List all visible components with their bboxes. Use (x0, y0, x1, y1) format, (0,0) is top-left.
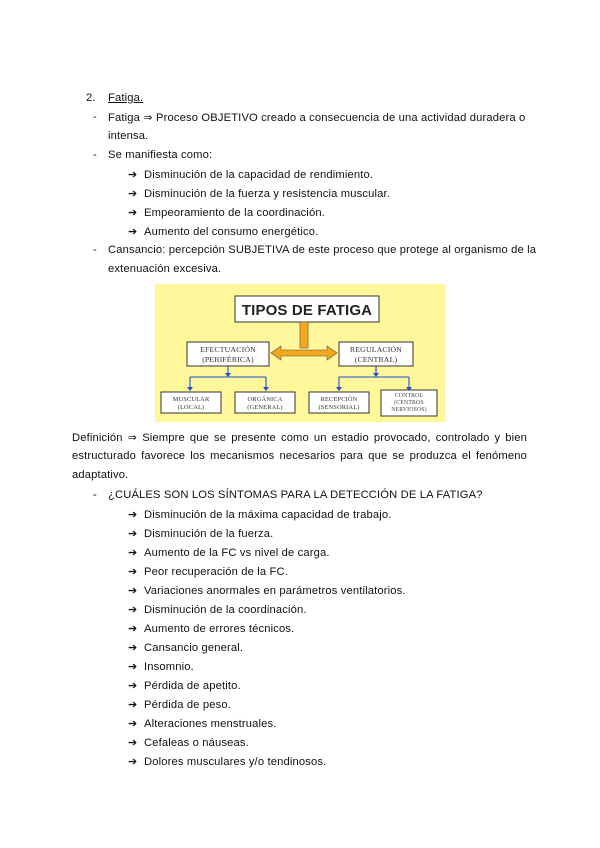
bullet-cansancio-line1: Cansancio: percepción SUBJETIVA de este proceso que protege al organismo de la (108, 244, 537, 256)
list-item: ➔ Empeoramiento de la coordinación. (128, 207, 325, 219)
section-title: Fatiga. (108, 92, 144, 104)
arrow-right-icon: ➔ (128, 207, 138, 219)
leaf-recepcion-l2: (SENSORIAL) (318, 404, 360, 411)
arrow-right-icon: ➔ (128, 169, 138, 181)
leaf-control-l2: (CENTROS (394, 400, 424, 406)
box-regulacion-l1: REGULACIÓN (349, 345, 403, 354)
list-item: ➔ Peor recuperación de la FC. (128, 566, 288, 578)
list-item: ➔ Cefaleas o náuseas. (128, 737, 249, 749)
leaf-organica-l2: (GENERAL) (247, 404, 283, 411)
leaf-control-l1: CONTROL (394, 393, 424, 399)
leaf-muscular-l2: (LOCAL) (177, 404, 205, 411)
leaf-control-l3: NERVIOSOS) (391, 407, 427, 413)
list-item: ➔ Disminución de la capacidad de rendimiento. (128, 169, 374, 181)
list-item: ➔ Cansancio general. (128, 642, 244, 654)
arrow-right-icon: ➔ (128, 756, 138, 768)
leaf-organica-l1: ORGÁNICA (247, 396, 283, 403)
arrow-right-icon: ➔ (128, 699, 138, 711)
list-item: ➔ Disminución de la fuerza. (128, 528, 274, 540)
diagram-title: TIPOS DE FATIGA (241, 302, 373, 319)
list-item: ➔ Disminución de la fuerza y resistencia muscular. (128, 188, 390, 200)
arrow-right-icon: ➔ (128, 642, 138, 654)
bullet-manifiesta: Se manifiesta como: (108, 149, 213, 161)
bullet-dash: - (93, 149, 97, 161)
arrow-right-icon: ➔ (128, 528, 138, 540)
bullet-dash: - (93, 111, 97, 123)
arrow-right-icon: ➔ (128, 226, 138, 238)
list-item: ➔ Disminución de la coordinación. (128, 604, 307, 616)
bullet-fatiga-line1: Fatiga ⇒ Proceso OBJETIVO creado a consecuencia de una actividad duradera o (108, 112, 526, 124)
arrow-right-icon: ➔ (128, 509, 138, 521)
list-item: ➔ Pérdida de peso. (128, 699, 231, 711)
list-item: ➔ Variaciones anormales en parámetros ventilatorios. (128, 585, 406, 597)
arrow-right-icon: ➔ (128, 661, 138, 673)
bullet-dash: - (93, 489, 97, 501)
bullet-dash: - (93, 244, 97, 256)
arrow-right-icon: ➔ (128, 604, 138, 616)
box-regulacion-l2: (CENTRAL) (354, 355, 398, 364)
bullet-fatiga-line2: intensa. (108, 130, 149, 142)
arrow-right-icon: ➔ (128, 585, 138, 597)
list-item: ➔ Disminución de la máxima capacidad de trabajo. (128, 509, 392, 521)
fatigue-types-diagram (155, 284, 445, 422)
arrow-right-icon: ➔ (128, 623, 138, 635)
section-number: 2. (86, 92, 96, 104)
symptoms-question: ¿CUÁLES SON LOS SÍNTOMAS PARA LA DETECCIÓN DE LA FATIGA? (108, 489, 483, 501)
definition-line2: estructurado favorece los mecanismos necesarios para que se produzca el fenómeno (72, 450, 527, 462)
arrow-right-icon: ➔ (128, 718, 138, 730)
list-item: ➔ Pérdida de apetito. (128, 680, 241, 692)
list-item: ➔ Aumento de la FC vs nivel de carga. (128, 547, 330, 559)
list-item: ➔ Alteraciones menstruales. (128, 718, 277, 730)
list-item: ➔ Aumento del consumo energético. (128, 226, 319, 238)
bullet-cansancio-line2: extenuación excesiva. (108, 263, 222, 275)
arrow-right-icon: ➔ (128, 566, 138, 578)
arrow-right-icon: ➔ (128, 680, 138, 692)
arrow-right-icon: ➔ (128, 188, 138, 200)
box-efectuacion-l2: (PERIFÉRICA) (202, 355, 254, 364)
arrow-right-icon: ➔ (128, 547, 138, 559)
leaf-recepcion-l1: RECEPCIÓN (320, 396, 358, 403)
definition-line3: adaptativo. (72, 469, 129, 481)
box-efectuacion-l1: EFECTUACIÓN (200, 345, 256, 354)
list-item: ➔ Insomnio. (128, 661, 194, 673)
list-item: ➔ Aumento de errores técnicos. (128, 623, 295, 635)
definition-line1: Definición ⇒ Siempre que se presente como un estadio provocado, controlado y bien (72, 432, 527, 444)
list-item: ➔ Dolores musculares y/o tendinosos. (128, 756, 327, 768)
arrow-right-icon: ➔ (128, 737, 138, 749)
leaf-muscular-l1: MUSCULAR (172, 396, 210, 403)
